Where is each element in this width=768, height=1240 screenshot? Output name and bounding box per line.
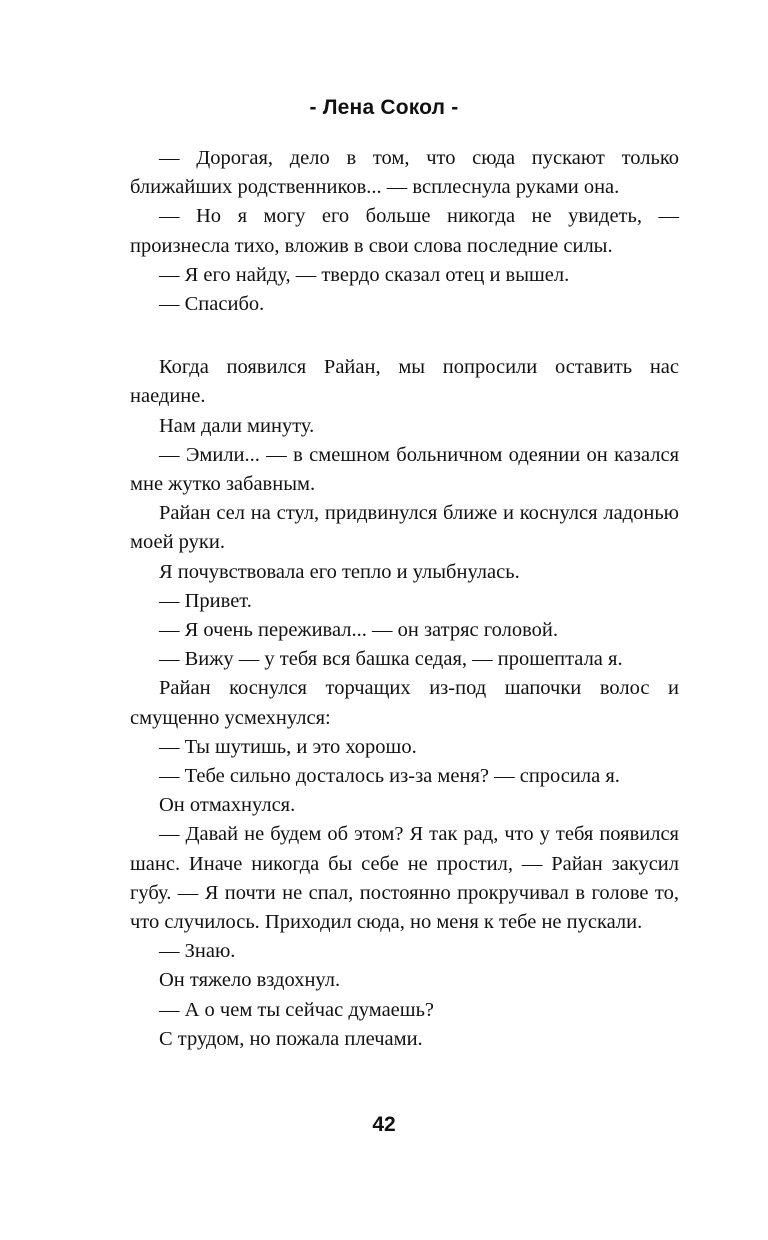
section-break <box>130 319 679 353</box>
page-number: 42 <box>372 1113 396 1136</box>
paragraph: — Ты шутишь, и это хорошо. <box>159 735 417 758</box>
paragraph: Райан сел на стул, придвинулся ближе и коснулся ладонью моей руки. <box>130 502 679 554</box>
paragraph: — Вижу — у тебя вся башка седая, — прошептала я. <box>159 648 623 671</box>
paragraph: — А о чем ты сейчас думаешь? <box>159 998 435 1021</box>
running-header: - Лена Сокол - <box>309 96 459 119</box>
paragraph: Нам дали минуту. <box>159 414 315 437</box>
paragraph: — Тебе сильно досталось из-за меня? — спросила я. <box>159 765 620 788</box>
body-text <box>130 144 679 1054</box>
paragraph: — Но я могу его больше никогда не увидеть, — произнесла тихо, вложив в свои слова последние силы. <box>130 205 679 257</box>
paragraph: — Давай не будем об этом? Я так рад, что у тебя появился шанс. Иначе никогда бы себе не простил, — Райан закусил губу. — Я почти не спал, постоянно прокручивал в голове то, что случилось. Приходил сюда, но меня к тебе не пускали. <box>130 823 679 934</box>
paragraph: — Я его найду, — твердо сказал отец и вышел. <box>159 263 570 286</box>
paragraph: С трудом, но пожала плечами. <box>159 1027 423 1050</box>
paragraph: — Я очень переживал... — он затряс головой. <box>159 619 558 642</box>
paragraph: — Привет. <box>159 589 252 612</box>
paragraph: Он тяжело вздохнул. <box>159 969 341 992</box>
paragraph: — Дорогая, дело в том, что сюда пускают только ближайших родственников... — всплеснула руками она. <box>130 147 679 199</box>
paragraph: Он отмахнулся. <box>159 794 296 817</box>
paragraph: Я почувствовала его тепло и улыбнулась. <box>159 560 520 583</box>
paragraph: Когда появился Райан, мы попросили оставить нас наедине. <box>130 356 679 408</box>
paragraph: — Знаю. <box>159 940 236 963</box>
paragraph: Райан коснулся торчащих из-под шапочки волос и смущенно усмехнулся: <box>130 677 679 729</box>
paragraph: — Эмили... — в смешном больничном одеянии он казался мне жутко забавным. <box>130 443 679 496</box>
paragraph: — Спасибо. <box>159 293 265 316</box>
